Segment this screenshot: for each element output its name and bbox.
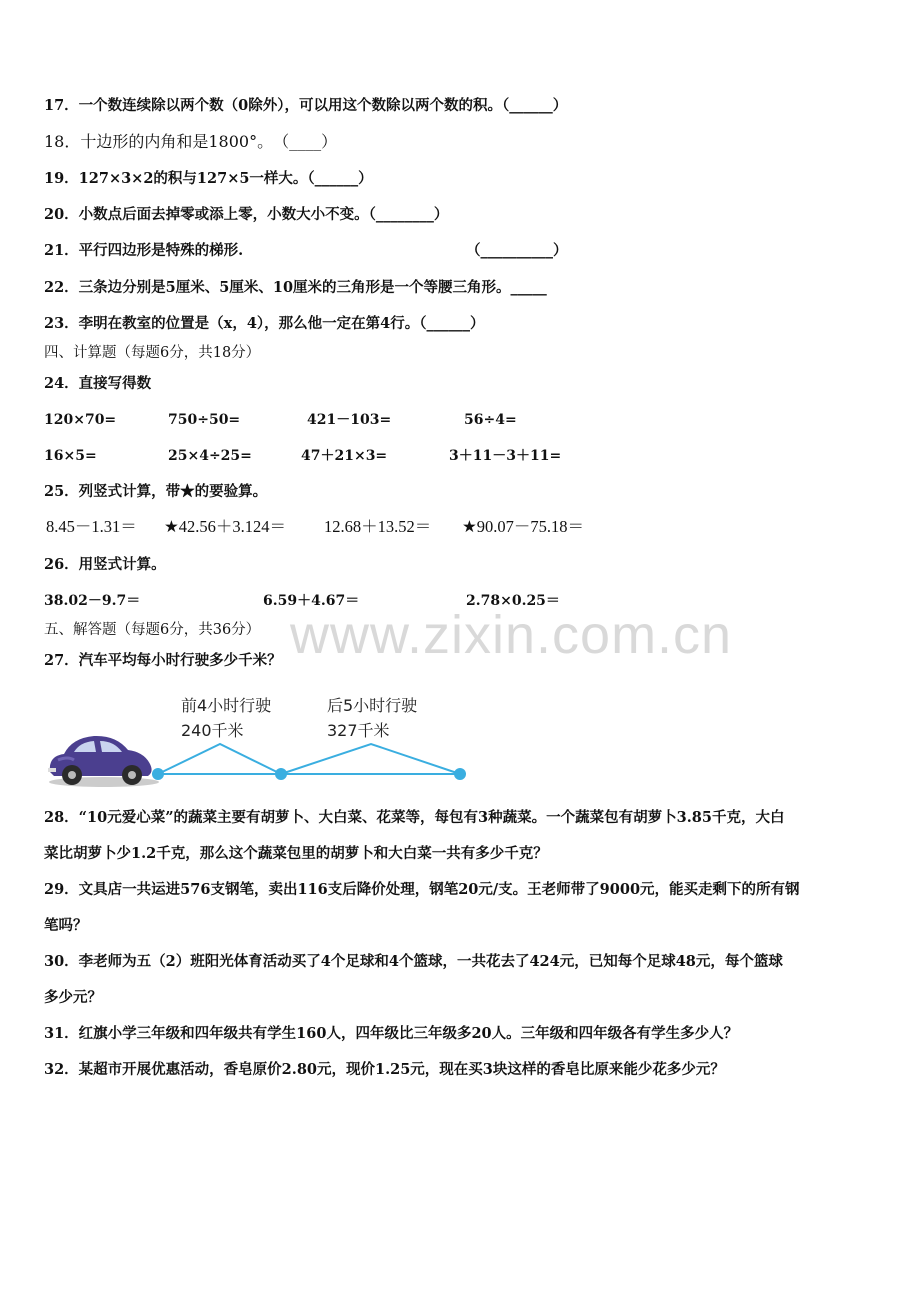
question-26-title: 26．用竖式计算。 [44, 556, 166, 573]
question-18: 18．十边形的内角和是1800°。 （____） [44, 132, 338, 151]
watermark: www.zixin.com.cn [290, 605, 733, 665]
question-24-title: 24．直接写得数 [44, 375, 152, 392]
question-23: 23．李明在教室的位置是（x，4），那么他一定在第4行。（______） [44, 315, 485, 332]
question-21: 21．平行四边形是特殊的梯形. [44, 242, 244, 259]
segment-1-label-line1: 前4小时行驶 [181, 696, 272, 715]
q24-item: 56÷4= [464, 412, 517, 428]
q24-item: 16×5= [44, 448, 97, 464]
q25-item: 12.68＋13.52＝ [324, 517, 432, 536]
q27-diagram [44, 690, 474, 790]
question-30-line1: 30．李老师为五（2）班阳光体育活动买了4个足球和4个篮球，一共花去了424元，已知每个足球48元，每个篮球 [44, 953, 783, 970]
question-17: 17．一个数连续除以两个数（0除外），可以用这个数除以两个数的积。（______） [44, 97, 568, 114]
q24-item: 47＋21×3= [301, 448, 388, 464]
q24-item: 3＋11－3＋11= [449, 448, 562, 464]
segment-1-label-line2: 240千米 [181, 721, 244, 740]
q26-item: 6.59＋4.67＝ [263, 593, 360, 609]
section-5-heading: 五、解答题（每题6分，共36分） [44, 622, 261, 638]
question-22: 22．三条边分别是5厘米、5厘米、10厘米的三角形是一个等腰三角形。_____ [44, 279, 547, 296]
question-28-line2: 菜比胡萝卜少1.2千克，那么这个蔬菜包里的胡萝卜和大白菜一共有多少千克？ [44, 845, 548, 862]
question-29-line1: 29．文具店一共运进576支钢笔，卖出116支后降价处理，钢笔20元/支。王老师带了9000元，能买走剩下的所有钢 [44, 881, 800, 898]
q26-item: 2.78×0.25＝ [466, 593, 560, 609]
question-21-blank: （__________） [466, 242, 568, 259]
question-20: 20．小数点后面去掉零或添上零，小数大小不变。（________） [44, 206, 449, 223]
question-28-line1: 28．“10元爱心菜”的蔬菜主要有胡萝卜、大白菜、花菜等，每包有3种蔬菜。一个蔬菜包有胡萝卜3.85千克，大白 [44, 809, 785, 826]
section-4-heading: 四、计算题（每题6分，共18分） [44, 345, 261, 361]
question-25-title: 25．列竖式计算，带★的要验算。 [44, 483, 268, 500]
q25-item: 8.45－1.31＝ [46, 517, 137, 536]
q25-item: ★90.07－75.18＝ [462, 517, 585, 536]
q24-item: 25×4÷25= [168, 448, 252, 464]
q25-item: ★42.56＋3.124＝ [164, 517, 287, 536]
q26-item: 38.02－9.7＝ [44, 593, 141, 609]
question-19: 19．127×3×2的积与127×5一样大。（______） [44, 170, 373, 187]
question-31: 31．红旗小学三年级和四年级共有学生160人，四年级比三年级多20人。三年级和四年级各有学生多少人？ [44, 1025, 739, 1042]
segment-2-label-line1: 后5小时行驶 [327, 696, 418, 715]
q24-item: 421－103= [307, 412, 392, 428]
question-30-line2: 多少元？ [44, 989, 102, 1006]
question-27-title: 27．汽车平均每小时行驶多少千米？ [44, 652, 282, 669]
q24-item: 750÷50= [168, 412, 241, 428]
q24-item: 120×70= [44, 412, 117, 428]
question-29-line2: 笔吗？ [44, 917, 88, 934]
segment-2-label-line2: 327千米 [327, 721, 390, 740]
question-32: 32．某超市开展优惠活动，香皂原价2.80元，现价1.25元，现在买3块这样的香皂比原来能少花多少元？ [44, 1061, 725, 1078]
